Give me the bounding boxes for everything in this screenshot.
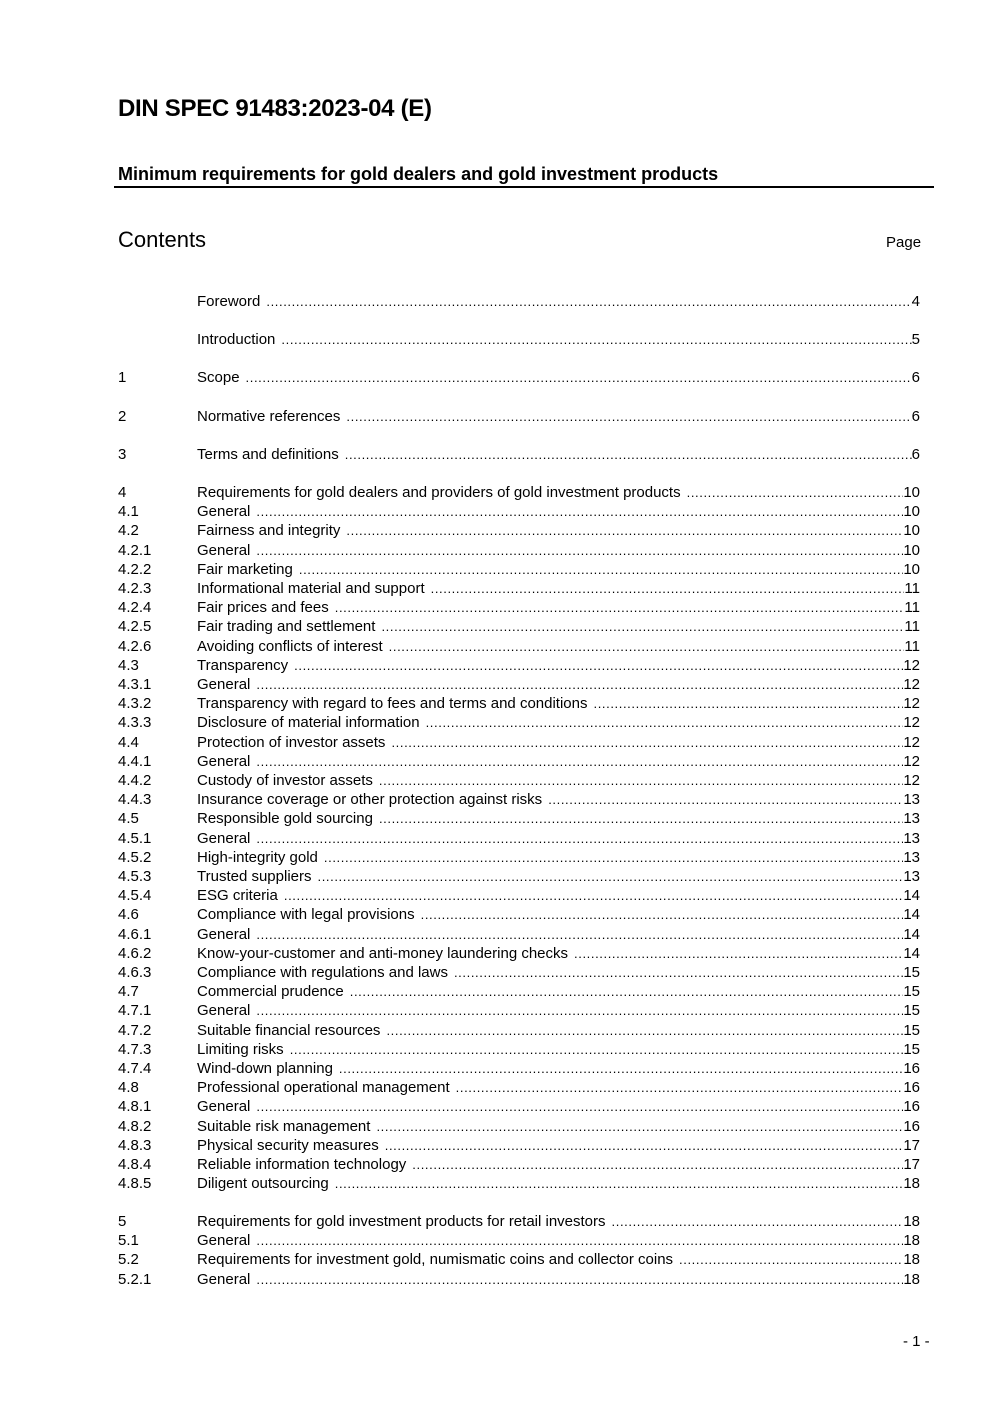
toc-dot-leader [246, 370, 912, 387]
toc-entry-page: 10 [903, 560, 920, 578]
toc-entry-page: 18 [903, 1270, 920, 1288]
toc-entry-title: Fair prices and fees [197, 599, 329, 617]
toc-entry-page: 17 [903, 1136, 920, 1154]
toc-dot-leader [324, 850, 903, 867]
toc-entry-page: 12 [903, 772, 920, 789]
toc-entry-page: 16 [903, 1079, 920, 1097]
toc-entry[interactable] [118, 293, 920, 312]
toc-entry-number: 4.8.5 [118, 1175, 152, 1193]
toc-entry-title: General [197, 925, 251, 943]
toc-dot-leader [456, 1080, 904, 1097]
toc-entry-number: 4.1 [118, 503, 139, 521]
toc-entry-page: 17 [903, 1156, 920, 1173]
toc-entry-number: 4.8.1 [118, 1098, 152, 1116]
toc-entry-number: 5.1 [118, 1232, 139, 1250]
toc-entry-page: 15 [903, 1040, 920, 1058]
toc-dot-leader [389, 639, 905, 656]
toc-entry-number: 4.5.2 [118, 848, 152, 866]
toc-dot-leader [593, 696, 903, 713]
toc-entry-number: 4.8 [118, 1079, 139, 1097]
toc-entry-title: General [197, 1232, 251, 1250]
toc-entry[interactable] [118, 830, 920, 849]
toc-entry-page: 15 [903, 964, 920, 981]
toc-entry[interactable] [118, 1271, 920, 1290]
toc-dot-leader [391, 735, 903, 752]
toc-entry-number: 4.5.1 [118, 829, 152, 847]
toc-entry-title: Professional operational management [197, 1079, 450, 1097]
toc-dot-leader [574, 946, 903, 963]
toc-entry-page: 15 [903, 1002, 920, 1020]
toc-dot-leader [256, 1099, 903, 1116]
toc-entry[interactable] [118, 599, 920, 618]
toc-entry-number: 4.3.3 [118, 714, 152, 732]
toc-entry-page: 12 [903, 752, 920, 770]
toc-dot-leader [256, 831, 903, 848]
toc-entry-page: 11 [904, 599, 920, 617]
toc-entry-title: Commercial prudence [197, 983, 344, 1001]
toc-entry-page: 16 [903, 1098, 920, 1116]
toc-entry-page: 11 [904, 637, 920, 655]
toc-entry-number: 5.2.1 [118, 1270, 152, 1288]
toc-entry-number: 4.7 [118, 983, 139, 1001]
toc-dot-leader [381, 619, 904, 636]
toc-entry-page: 10 [903, 484, 920, 501]
toc-entry[interactable] [118, 446, 920, 465]
toc-entry-number: 4.6.1 [118, 925, 152, 943]
toc-dot-leader [335, 1176, 904, 1193]
toc-entry-number: 4.7.1 [118, 1002, 152, 1020]
toc-entry-title: General [197, 503, 251, 521]
toc-entry-page: 11 [904, 618, 920, 636]
toc-entry-page: 10 [903, 522, 920, 540]
toc-entry-number: 4.8.2 [118, 1117, 152, 1135]
toc-entry-title: General [197, 1002, 251, 1020]
toc-entry-number: 5.2 [118, 1251, 139, 1269]
toc-entry[interactable] [118, 1041, 920, 1060]
toc-entry-title: Compliance with regulations and laws [197, 964, 448, 981]
toc-dot-leader [346, 409, 911, 426]
toc-entry-title: Responsible gold sourcing [197, 810, 373, 828]
toc-entry-title: Insurance coverage or other protection against risks [197, 791, 543, 809]
toc-entry[interactable] [118, 926, 920, 945]
toc-dot-leader [350, 984, 904, 1001]
toc-entry-title: High-integrity gold [197, 848, 318, 866]
toc-entry-number: 4.6.3 [118, 964, 152, 981]
toc-entry-page: 14 [903, 906, 920, 924]
toc-entry-number: 4.4.3 [118, 791, 152, 809]
toc-dot-leader [256, 543, 903, 560]
toc-entry[interactable] [118, 791, 920, 810]
toc-entry-title: Fair trading and settlement [197, 618, 376, 636]
toc-entry-title: General [197, 676, 251, 693]
toc-entry-title: Fair marketing [197, 560, 293, 578]
toc-entry-number: 5 [118, 1213, 127, 1230]
toc-entry[interactable] [118, 657, 920, 676]
toc-dot-leader [281, 332, 911, 349]
toc-entry-page: 11 [904, 580, 920, 597]
toc-dot-leader [266, 294, 911, 311]
toc-entry[interactable] [118, 580, 920, 599]
toc-entry[interactable] [118, 1098, 920, 1117]
toc-entry-title: Terms and definitions [197, 446, 339, 463]
toc-dot-leader [256, 504, 903, 521]
toc-entry[interactable] [118, 945, 920, 964]
toc-entry-page: 12 [903, 733, 920, 751]
toc-entry-page: 16 [903, 1060, 920, 1077]
toc-entry-number: 4.4.2 [118, 772, 152, 789]
subtitle-block [114, 163, 934, 188]
toc-entry[interactable] [118, 1137, 920, 1156]
toc-entry-title: Physical security measures [197, 1136, 379, 1154]
toc-entry[interactable] [118, 906, 920, 925]
toc-entry-number: 3 [118, 446, 127, 463]
toc-entry[interactable] [118, 964, 920, 983]
toc-entry[interactable] [118, 1213, 920, 1232]
toc-entry-page: 13 [903, 810, 920, 828]
toc-entry[interactable] [118, 522, 920, 541]
toc-entry-page: 15 [903, 1021, 920, 1039]
toc-entry[interactable] [118, 1251, 920, 1270]
toc-entry-number: 2 [118, 408, 127, 425]
toc-entry[interactable] [118, 810, 920, 829]
toc-dot-leader [412, 1157, 903, 1174]
toc-entry-number: 4.3.2 [118, 695, 152, 713]
toc-dot-leader [256, 754, 903, 771]
toc-entry[interactable] [118, 983, 920, 1002]
document-title: DIN SPEC 91483:2023-04 (E) [118, 95, 432, 122]
toc-entry[interactable] [118, 618, 920, 637]
toc-entry-page: 4 [911, 293, 920, 310]
toc-dot-leader [379, 811, 903, 828]
toc-entry-page: 12 [903, 656, 920, 674]
toc-dot-leader [318, 869, 904, 886]
toc-dot-leader [548, 792, 903, 809]
toc-dot-leader [345, 447, 912, 464]
toc-dot-leader [454, 965, 903, 982]
toc-entry-title: Introduction [197, 331, 276, 348]
toc-entry-title: Foreword [197, 293, 261, 310]
toc-entry-number: 4.2 [118, 522, 139, 540]
toc-entry-number: 4.3 [118, 656, 139, 674]
toc-entry-number: 4.2.6 [118, 637, 152, 655]
toc-entry-page: 12 [903, 676, 920, 693]
toc-entry-title: Disclosure of material information [197, 714, 420, 732]
toc-entry[interactable] [118, 753, 920, 772]
toc-entry[interactable] [118, 369, 920, 388]
toc-entry-title: Reliable information technology [197, 1156, 407, 1173]
toc-entry-page: 13 [903, 848, 920, 866]
toc-dot-leader [386, 1023, 903, 1040]
toc-entry[interactable] [118, 1175, 920, 1194]
toc-entry[interactable] [118, 542, 920, 561]
toc-entry-number: 4.7.3 [118, 1040, 152, 1058]
toc-entry-title: Avoiding conflicts of interest [197, 637, 383, 655]
toc-dot-leader [299, 562, 903, 579]
toc-entry-page: 14 [903, 887, 920, 905]
toc-entry-title: Requirements for gold investment products for retail investors [197, 1213, 606, 1230]
toc-entry-number: 4.4 [118, 733, 139, 751]
toc-entry-number: 4.6 [118, 906, 139, 924]
toc-entry-title: General [197, 1270, 251, 1288]
toc-entry[interactable] [118, 887, 920, 906]
toc-entry-title: General [197, 752, 251, 770]
toc-entry-page: 18 [903, 1232, 920, 1250]
toc-entry-page: 16 [903, 1117, 920, 1135]
toc-entry-title: General [197, 1098, 251, 1116]
toc-entry-number: 4.2.4 [118, 599, 152, 617]
toc-entry[interactable] [118, 1060, 920, 1079]
toc-dot-leader [335, 600, 905, 617]
toc-entry-title: Suitable financial resources [197, 1021, 381, 1039]
toc-entry-number: 4.4.1 [118, 752, 152, 770]
toc-entry-page: 18 [903, 1251, 920, 1269]
toc-entry[interactable] [118, 484, 920, 503]
page-number: - 1 - [903, 1333, 930, 1350]
toc-entry-page: 15 [903, 983, 920, 1001]
toc-dot-leader [431, 581, 905, 598]
toc-entry-number: 1 [118, 369, 127, 386]
toc-entry-page: 5 [911, 331, 920, 348]
toc-dot-leader [379, 773, 903, 790]
toc-entry-title: Know-your-customer and anti-money laundering checks [197, 944, 569, 962]
toc-entry[interactable] [118, 734, 920, 753]
toc-entry-title: Trusted suppliers [197, 868, 312, 885]
toc-entry-number: 4.8.4 [118, 1156, 152, 1173]
toc-entry-title: Suitable risk management [197, 1117, 371, 1135]
toc-dot-leader [426, 715, 904, 732]
toc-dot-leader [679, 1252, 903, 1269]
toc-entry-page: 10 [903, 503, 920, 521]
toc-entry-page: 13 [903, 791, 920, 809]
toc-entry-title: Fairness and integrity [197, 522, 341, 540]
toc-entry[interactable] [118, 676, 920, 695]
toc-entry[interactable] [118, 503, 920, 522]
toc-entry-page: 18 [903, 1175, 920, 1193]
toc-entry-title: Diligent outsourcing [197, 1175, 329, 1193]
toc-entry-number: 4.3.1 [118, 676, 152, 693]
toc-entry-title: General [197, 541, 251, 559]
toc-entry[interactable] [118, 561, 920, 580]
toc-entry-title: Wind-down planning [197, 1060, 333, 1077]
toc-entry[interactable] [118, 868, 920, 887]
toc-entry-number: 4.6.2 [118, 944, 152, 962]
toc-entry[interactable] [118, 408, 920, 427]
toc-dot-leader [421, 907, 904, 924]
toc-entry[interactable] [118, 1079, 920, 1098]
toc-dot-leader [294, 658, 903, 675]
toc-entry-title: Requirements for gold dealers and providers of gold investment products [197, 484, 681, 501]
toc-entry-title: Normative references [197, 408, 341, 425]
toc-entry-number: 4.5.3 [118, 868, 152, 885]
toc-entry-page: 12 [903, 695, 920, 713]
toc-entry-number: 4.5.4 [118, 887, 152, 905]
toc-entry-title: Requirements for investment gold, numismatic coins and collector coins [197, 1251, 674, 1269]
toc-entry-page: 13 [903, 868, 920, 885]
toc-entry-page: 14 [903, 925, 920, 943]
toc-entry-title: ESG criteria [197, 887, 278, 905]
toc-entry-number: 4.5 [118, 810, 139, 828]
toc-entry[interactable] [118, 1232, 920, 1251]
toc-entry-page: 18 [903, 1213, 920, 1230]
toc-entry[interactable] [118, 695, 920, 714]
toc-dot-leader [256, 927, 903, 944]
toc-entry-number: 4.2.5 [118, 618, 152, 636]
toc-entry-title: Custody of investor assets [197, 772, 373, 789]
toc-dot-leader [284, 888, 903, 905]
toc-entry[interactable] [118, 1118, 920, 1137]
toc-entry-number: 4 [118, 484, 127, 501]
toc-entry-number: 4.2.3 [118, 580, 152, 597]
toc-dot-leader [256, 1003, 903, 1020]
toc-entry[interactable] [118, 1002, 920, 1021]
toc-entry[interactable] [118, 1156, 920, 1175]
toc-dot-leader [385, 1138, 904, 1155]
toc-entry-title: Limiting risks [197, 1040, 284, 1058]
toc-dot-leader [256, 1272, 903, 1289]
toc-entry-title: Compliance with legal provisions [197, 906, 415, 924]
toc-entry-title: Transparency with regard to fees and terms and conditions [197, 695, 588, 713]
toc-dot-leader [256, 677, 903, 694]
toc-entry-number: 4.7.2 [118, 1021, 152, 1039]
toc-entry[interactable] [118, 849, 920, 868]
toc-entry-title: General [197, 829, 251, 847]
toc-entry-page: 14 [903, 944, 920, 962]
toc-entry-title: Protection of investor assets [197, 733, 386, 751]
toc-entry-page: 6 [911, 446, 920, 463]
toc-entry-number: 4.8.3 [118, 1136, 152, 1154]
toc-dot-leader [290, 1042, 904, 1059]
contents-heading: Contents [118, 227, 207, 252]
toc-entry-number: 4.7.4 [118, 1060, 152, 1077]
toc-entry-page: 13 [903, 829, 920, 847]
toc-entry[interactable] [118, 638, 920, 657]
toc-entry[interactable] [118, 714, 920, 733]
toc-dot-leader [339, 1061, 903, 1078]
toc-dot-leader [346, 523, 903, 540]
toc-entry-page: 10 [903, 541, 920, 559]
page-column-heading: Page [886, 234, 922, 251]
toc-entry-page: 6 [911, 369, 920, 386]
toc-entry-title: Scope [197, 369, 240, 386]
toc-entry[interactable] [118, 1022, 920, 1041]
toc-dot-leader [256, 1233, 903, 1250]
toc-entry[interactable] [118, 331, 920, 350]
toc-entry-number: 4.2.1 [118, 541, 152, 559]
toc-dot-leader [612, 1214, 904, 1231]
toc-entry[interactable] [118, 772, 920, 791]
toc-entry-title: Transparency [197, 656, 289, 674]
toc-entry-title: Informational material and support [197, 580, 425, 597]
toc-dot-leader [687, 485, 904, 502]
toc-dot-leader [376, 1119, 903, 1136]
toc-entry-page: 6 [911, 408, 920, 425]
toc-entry-page: 12 [903, 714, 920, 732]
toc-entry-number: 4.2.2 [118, 560, 152, 578]
document-subtitle: Minimum requirements for gold dealers and gold investment products [118, 164, 719, 184]
